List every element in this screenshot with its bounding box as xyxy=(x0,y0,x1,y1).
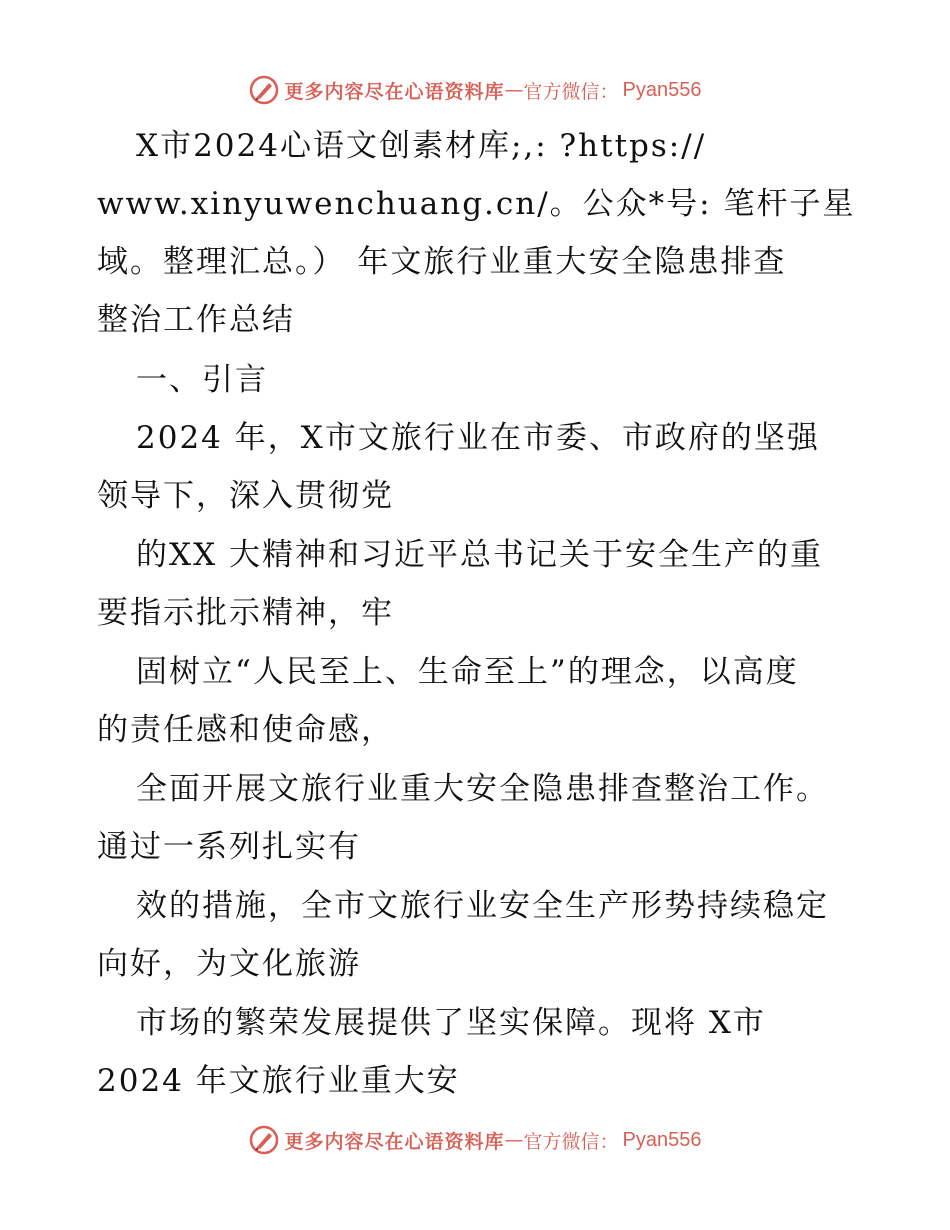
pen-logo-icon xyxy=(249,75,279,105)
banner-main-text: 更多内容尽在心语资料库 xyxy=(284,1130,505,1153)
header-banner xyxy=(0,70,950,110)
text-line: 的责任感和使命感， xyxy=(97,712,394,748)
text-line: 通过一系列扎实有 xyxy=(97,829,361,865)
text-line: 市场的繁荣发展提供了坚实保障。现将 X市 xyxy=(136,1005,766,1041)
banner-dash: — xyxy=(504,79,524,101)
text-line: 域。整理汇总。） 年文旅行业重大安全隐患排查 xyxy=(97,244,787,280)
text-line: www.xinyuwenchuang.cn/。公众*号: 笔杆子星 xyxy=(97,186,856,222)
banner-main-text: 更多内容尽在心语资料库 xyxy=(284,80,505,103)
banner-wechat-id: Pyan556 xyxy=(622,1128,702,1151)
text-line: 向好，为文化旅游 xyxy=(97,946,361,982)
banner-wechat-label: 官方微信： xyxy=(523,80,619,103)
banner-wechat-id: Pyan556 xyxy=(622,78,702,101)
section-heading: 一、引言 xyxy=(136,362,268,398)
text-line: 效的措施，全市文旅行业安全生产形势持续稳定 xyxy=(136,888,829,924)
text-line: 的XX 大精神和习近平总书记关于安全生产的重 xyxy=(136,537,823,573)
text-line: X市2024心语文创素材库;,: ?https:// xyxy=(136,128,707,164)
text-line: 2024 年，X市文旅行业在市委、市政府的坚强 xyxy=(136,420,820,456)
text-line: 整治工作总结 xyxy=(97,302,295,338)
text-line: 领导下，深入贯彻党 xyxy=(97,478,394,514)
pen-logo-icon xyxy=(249,1125,279,1155)
banner-wechat-label: 官方微信： xyxy=(523,1130,619,1153)
text-line: 2024 年文旅行业重大安 xyxy=(97,1063,460,1099)
text-line: 固树立“人民至上、生命至上”的理念，以高度 xyxy=(136,654,799,690)
footer-banner xyxy=(0,1120,950,1160)
banner-dash: — xyxy=(504,1129,524,1151)
text-line: 要指示批示精神，牢 xyxy=(97,595,394,631)
text-line: 全面开展文旅行业重大安全隐患排查整治工作。 xyxy=(136,771,829,807)
